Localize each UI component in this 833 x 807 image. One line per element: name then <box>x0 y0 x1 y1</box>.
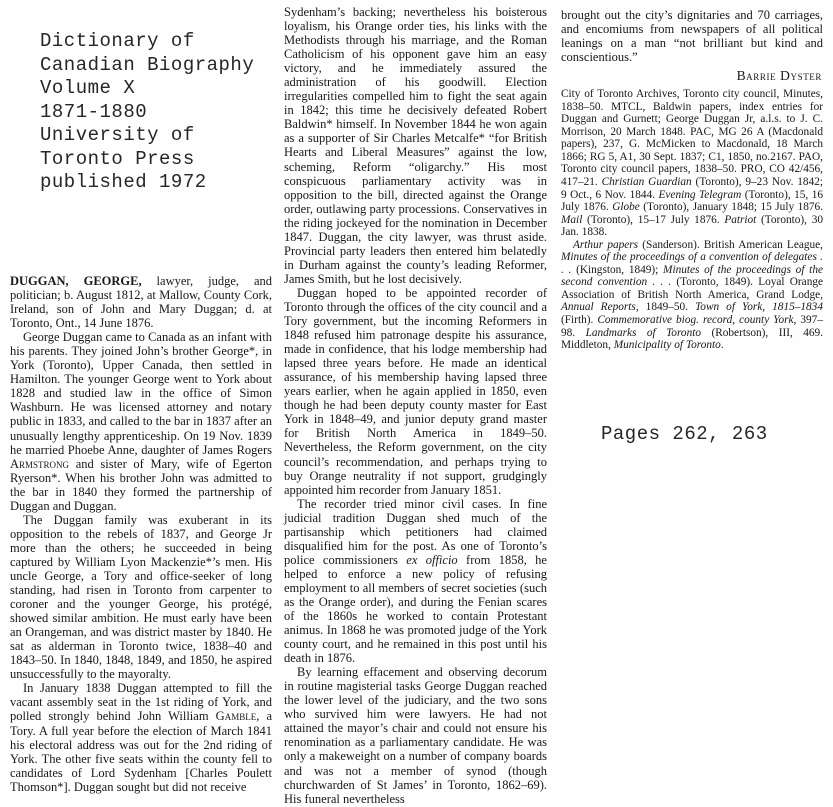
text-run: (Firth). <box>561 314 598 327</box>
paragraph <box>10 330 272 513</box>
edition-note-line: Dictionary of <box>40 30 195 52</box>
text-run: Gamble <box>215 709 257 724</box>
text-run: Globe <box>612 201 640 214</box>
text-run: Municipality of Toronto <box>613 339 721 352</box>
edition-note-line: Toronto Press <box>40 147 195 170</box>
paragraph <box>561 8 823 64</box>
text-run: The recorder tried minor civil cases. In fine judicial tradition Duggan shed much of the partisanship which petitioners had claimed disqualified him for the post. As one of Toronto’s police commissioners <box>284 496 547 567</box>
pages-label: Pages 262, 263 <box>601 423 768 445</box>
paragraph <box>284 286 547 497</box>
paragraph <box>284 665 547 805</box>
text-run: George Duggan came to Canada as an infant with his parents. They joined John’s brother George*, in York (Toronto), Upper Canada, then settled in Hamilton. The younger George went to York about 1828 and studied law in the office of Simon Washburn. He was licensed attorney and notary public in 1833, and called to the bar in 1837 after an unusually lengthy apprenticeship. On 19 Nov. 1839 he married Phoebe Anne, daughter of James Rogers <box>10 330 272 457</box>
author-byline: Barrie Dyster <box>736 68 822 84</box>
text-run: brought out the city’s dignitaries and 70 carriages, and encomiums from newspapers of all political leanings on a man “not brilliant but kind and conscientious.” <box>561 8 823 65</box>
text-run: (Toronto), 15–17 July 1876. <box>582 213 725 226</box>
text-run: from 1858, he helped to enforce a new policy of refusing employment to all members of secret societies (such as the Orange order), and during the Fenian scares of the 1860s he worked to contain Protestant animus. In 1868 he was promoted judge of the York county court, and he remained in this post until his death in 1876. <box>284 552 547 666</box>
edition-note-line: Canadian Biography <box>40 53 255 76</box>
text-run: . <box>720 339 724 352</box>
text-run: and sister of Mary, wife of Egerton Ryerson*. When his brother John was admitted to the bar in 1840 they formed the partnership of Duggan and Duggan. <box>10 456 272 513</box>
text-run: , a Tory. A full year before the election of March 1841 his electoral address was out for the 2nd riding of York. The other five seats within the county fell to candidates of Lord Sydenham [Charles Poulett Thomson*]. Duggan sought but did not receive <box>10 709 272 794</box>
text-run: Patriot <box>724 213 757 226</box>
paragraph <box>561 88 823 239</box>
text-run: Duggan hoped to be appointed recorder of Toronto through the offices of the city council and a Tory government, but the incoming Reformers in 1848 refused him patronage despite his assurance, made in confidence, that his lodge membership had lapsed three years before. He made an identical assurance, of his membership having lapsed three years earlier, when he again applied in 1850, even though he had been deputy county master for East York in 1848–49, and junior deputy grand master for British North America in 1849–50. Nevertheless, the Reform government, on the city council’s recommendation, and perhaps trying to buy Orange neutrality if not support, grudgingly appointed him recorder from January 1851. <box>284 285 547 497</box>
paragraph <box>10 681 272 793</box>
edition-note-line: 1871-1880 <box>40 100 148 123</box>
article-column-middle <box>284 5 547 806</box>
article-column-right <box>561 8 823 352</box>
edition-note-line: Volume X <box>40 77 136 99</box>
text-run: Landmarks of Toronto <box>585 326 702 339</box>
bibliography <box>561 88 823 351</box>
text-run: DUGGAN, GEORGE, <box>10 274 157 288</box>
text-run: (Toronto), 30 Jan. 1838. <box>561 213 823 239</box>
paragraph <box>561 239 823 352</box>
text-run: Annual Reports <box>561 301 636 314</box>
paragraph <box>284 497 547 666</box>
text-run: , 1849–50. <box>635 301 696 314</box>
paragraph <box>284 5 547 286</box>
paragraph <box>10 513 272 682</box>
text-run: By learning effacement and observing decorum in routine magisterial tasks George Duggan reached the lower level of the judiciary, and the two sons who survived him were lawyers. He had not attained the mayor’s chair and could not ensure his renomination as a parliamentary candidate. He was only a makeweight on a number of company boards and was not a member of synod (though churchwarden of St James’ in Toronto, 1862–69). His funeral nevertheless <box>284 665 547 806</box>
text-run: Town of York, 1815–1834 <box>695 301 823 314</box>
text-run: (Toronto, 1849). Loyal Orange Association of British North America, Grand Lodge, <box>561 276 823 301</box>
text-run: Sydenham’s backing; nevertheless his boisterous loyalism, his Orange order ties, his links with the Methodists through his marriage, and the Roman Catholicism of his opponent gave him an easy victory, and he immediately assured the administration of his goodwill. Election irregularities compelled him to fight the seat again in 1842; this time he decisively defeated Robert Baldwin* himself. In November 1844 he won again as a supporter of Sir Charles Metcalfe* “for British Hearts and Liberal Measures” against the low, scheming, Reform “oligarchy.” His most conspicuous parliamentary activity was in opposition to the bill, directed against the Orange order, outlawing party processions. Conservatives in the riding jockeyed for the nomination in December 1847. Duggan, the city lawyer, was thrust aside. Provincial party leaders then entered him belatedly in Durham against the county’s leading Reformer, James Smith, but he lost decisively. <box>284 5 547 286</box>
text-run: Minutes of the proceedings of a convention of delegates . . . <box>561 251 823 276</box>
text-run: lawyer, judge, and politician; b. August 1812, at Mallow, County Cork, Ireland, son of John and Mary Duggan; d. at Toronto, Ont., 14 June 1876. <box>10 274 272 331</box>
text-run: Commemorative biog. record, county York <box>597 314 794 327</box>
text-run: (Robertson), III, 469. Middleton, <box>561 326 824 352</box>
edition-note-line: published 1972 <box>40 171 207 193</box>
text-run: , 397–98. <box>561 314 823 339</box>
text-run: (Toronto), January 1848; 15 July 1876. <box>639 201 824 214</box>
text-run: In January 1838 Duggan attempted to fill the vacant assembly seat in the 1st riding of York, and polled strongly behind John William <box>10 681 272 724</box>
text-run: (Sanderson). British American League, <box>638 238 823 251</box>
text-run: ex officio <box>406 552 458 567</box>
text-run: Minutes of the proceedings of the second convention . . . <box>561 263 823 289</box>
article-conclusion <box>561 8 823 64</box>
text-run: (Toronto), 9–23 Nov. 1842; 9 Oct., 6 Nov. 1844. <box>561 176 824 201</box>
text-run: Christian Guardian <box>601 176 692 189</box>
edition-note <box>40 30 254 195</box>
edition-note-line: University of <box>40 124 195 146</box>
article-column-left <box>10 274 272 794</box>
text-run: City of Toronto Archives, Toronto city council, Minutes, 1838–50. MTCL, Baldwin papers, index entries for Duggan and Gurnett; George Duggan Jr, a.l.s. to J. C. Morrison, 20 March 1848. PAC, MG 26 A (Macdonald papers), 237, G. McMicken to Macdonald, 18 March 1866; RG 5, A1, 30 Sept. 1837; C1, 1850, no.2167. PAO, Toronto city council papers, 1838–50. PRO, CO 42/456, 417–21. <box>561 88 823 189</box>
text-run: The Duggan family was exuberant in its opposition to the rebels of 1837, and George Jr more than the others; he succeeded in being captured by William Lyon Mackenzie*’s men. His uncle George, a Tory and office-seeker of long standing, had risen in Toronto from carpenter to coroner and the younger George, his protégé, showed similar ambition. He must early have been an Orangeman, and was district master by 1840. He sat as alderman in Toronto twice, 1838–40 and 1843–50. In 1840, 1848, 1849, and 1850, he aspired unsuccessfully to the mayoralty. <box>10 512 272 682</box>
text-run: (Toronto), 15, 16 July 1876. <box>561 188 823 214</box>
text-run: Armstrong <box>10 456 70 471</box>
text-run: Mail <box>561 213 583 226</box>
text-run: (Kingston, 1849); <box>571 263 664 276</box>
paragraph <box>10 274 272 330</box>
text-run: Arthur papers <box>573 238 639 251</box>
text-run: Evening Telegram <box>658 188 742 201</box>
